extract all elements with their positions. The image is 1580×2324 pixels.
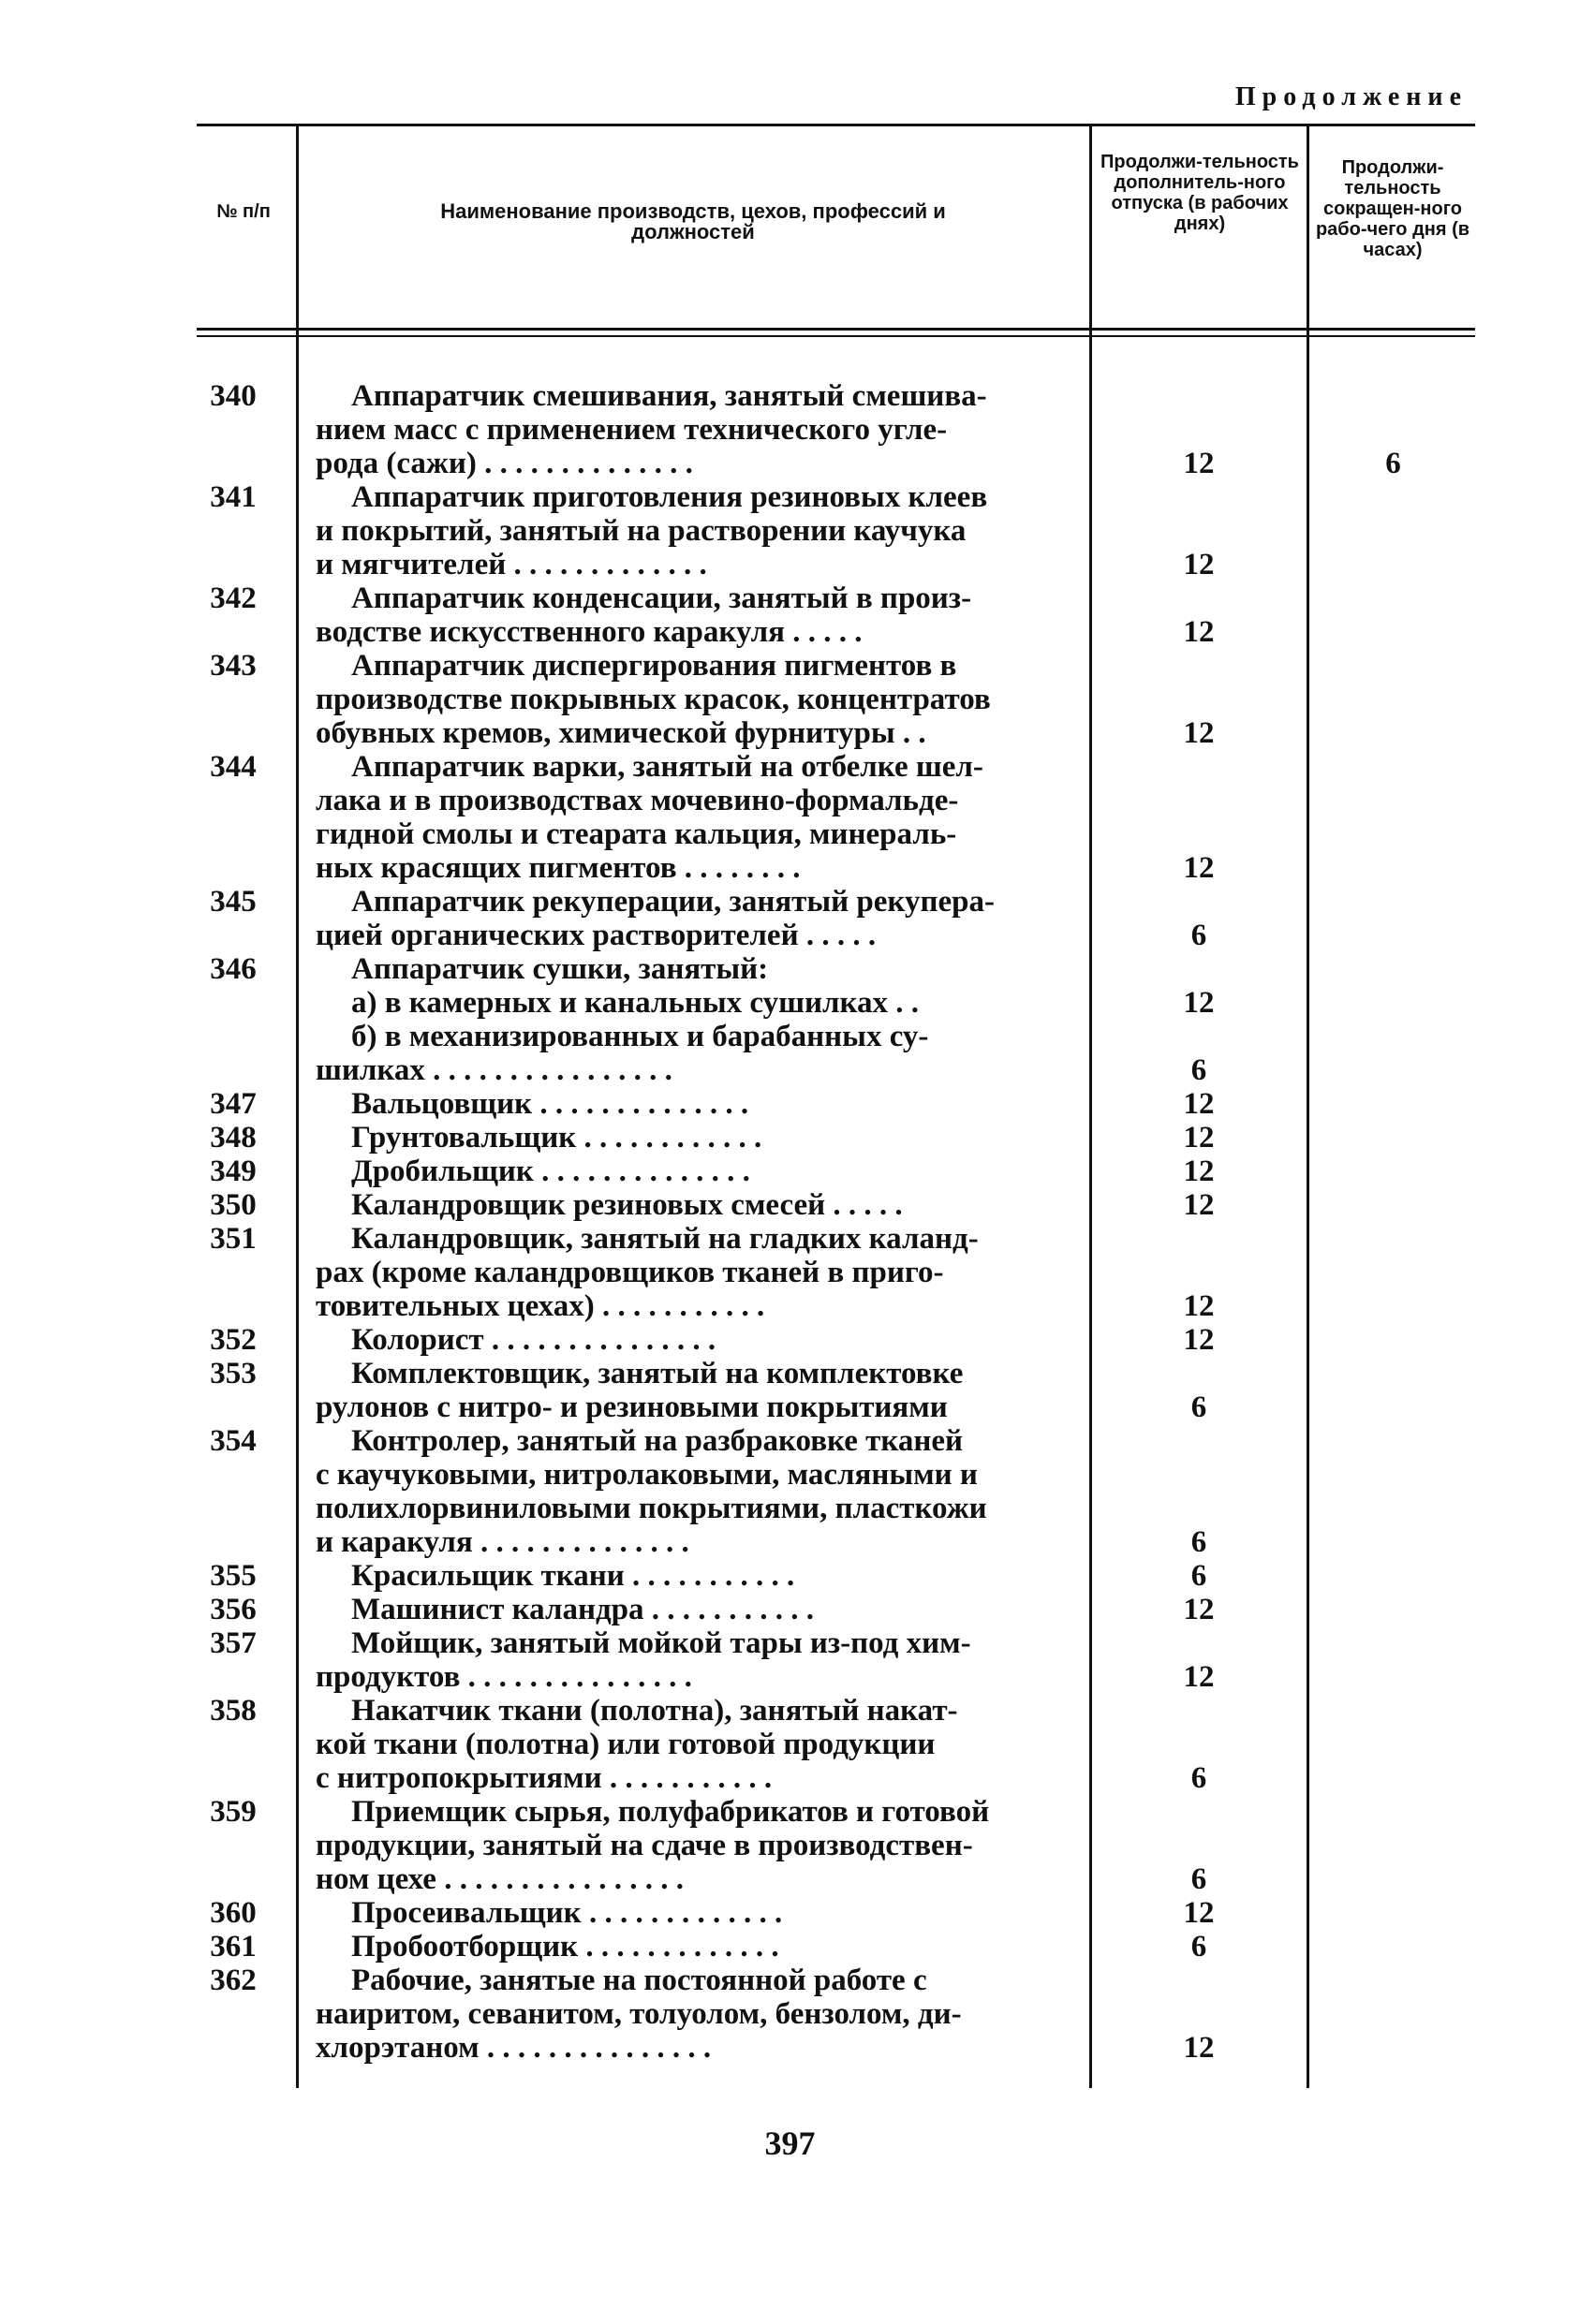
row-name — [316, 1930, 1074, 1964]
table-row — [0, 1795, 1580, 1896]
row-vacation-days: 6 — [1190, 1053, 1207, 1087]
row-vacation-days: 12 — [1183, 986, 1215, 1020]
row-number: 358 — [210, 1694, 257, 1728]
table-row — [0, 986, 1580, 1020]
row-vacation-days: 12 — [1183, 1121, 1215, 1155]
row-vacation-days: 12 — [1183, 1660, 1215, 1694]
row-number: 359 — [210, 1795, 257, 1829]
table-row — [0, 379, 1580, 480]
row-name — [316, 480, 1074, 581]
row-name-line: гидной смолы и стеарата кальция, минераль- — [316, 817, 957, 851]
row-name-line: Красильщик ткани . . . . . . . . . . . — [351, 1559, 795, 1593]
row-number: 342 — [210, 581, 257, 615]
row-vacation-days: 6 — [1190, 1930, 1207, 1964]
row-name-line: Аппаратчик варки, занятый на отбелке шел- — [351, 750, 983, 784]
row-name-line: полихлорвиниловыми покрытиями, пласткожи — [316, 1492, 987, 1525]
row-name-line: Контролер, занятый на разбраковке тканей — [351, 1424, 964, 1458]
row-vacation-days: 12 — [1183, 548, 1215, 581]
row-name-line: Аппаратчик конденсации, занятый в произ- — [351, 581, 972, 615]
row-number: 343 — [210, 649, 257, 683]
row-vacation-days: 12 — [1183, 1155, 1215, 1188]
continuation-label: Продолжение — [1234, 82, 1468, 111]
table-row — [0, 1896, 1580, 1930]
row-name — [316, 1964, 1074, 2065]
row-name — [316, 1323, 1074, 1357]
header-col-name: Наименование производств, цехов, профессий и должностей — [440, 199, 946, 243]
table-row — [0, 1222, 1580, 1323]
row-name-line: Колорист . . . . . . . . . . . . . . . — [351, 1323, 716, 1357]
row-name-line: хлорэтаном . . . . . . . . . . . . . . . — [316, 2031, 712, 2065]
row-name — [316, 1593, 1074, 1626]
header-bottom-rule — [197, 328, 1475, 331]
row-name-line: Накатчик ткани (полотна), занятый накат- — [351, 1694, 958, 1728]
row-name-line: рулонов с нитро- и резиновыми покрытиями — [316, 1390, 948, 1424]
row-name-line: ных красящих пигментов . . . . . . . . — [316, 851, 801, 885]
header-col-days: Продолжи-тельность дополнитель-ного отпуска (в рабочих днях) — [1100, 152, 1299, 234]
table-row — [0, 1323, 1580, 1357]
table-row — [0, 480, 1580, 581]
row-name-line: обувных кремов, химической фурнитуры . . — [316, 716, 926, 750]
table-row — [0, 1357, 1580, 1424]
row-number: 347 — [210, 1087, 257, 1121]
row-name — [316, 750, 1074, 885]
header-col-num: № п/п — [216, 201, 271, 222]
row-name-line: цией органических растворителей . . . . . — [316, 919, 877, 952]
row-name-line: Рабочие, занятые на постоянной работе с — [351, 1964, 927, 1997]
row-name — [316, 1188, 1074, 1222]
row-name-line: и покрытий, занятый на растворении каучука — [316, 514, 967, 548]
table-row — [0, 1559, 1580, 1593]
row-name — [316, 986, 1074, 1020]
table-row — [0, 1593, 1580, 1626]
row-number: 360 — [210, 1896, 257, 1930]
row-vacation-days: 6 — [1190, 1761, 1207, 1795]
table-row — [0, 952, 1580, 986]
row-name-line: продукции, занятый на сдаче в производствен- — [316, 1829, 973, 1862]
table-row — [0, 1694, 1580, 1795]
row-name — [316, 581, 1074, 649]
table-row — [0, 1188, 1580, 1222]
table-row — [0, 1020, 1580, 1087]
row-vacation-days: 12 — [1183, 1593, 1215, 1626]
row-vacation-days: 12 — [1183, 1188, 1215, 1222]
row-name — [316, 379, 1074, 480]
row-vacation-days: 12 — [1183, 447, 1215, 480]
row-name-line: шилках . . . . . . . . . . . . . . . . — [316, 1053, 672, 1087]
row-name-line: Каландровщик, занятый на гладких каланд- — [351, 1222, 979, 1256]
row-name — [316, 1626, 1074, 1694]
row-name-line: Машинист каландра . . . . . . . . . . . — [351, 1593, 815, 1626]
row-number: 357 — [210, 1626, 257, 1660]
row-name-line: Аппаратчик рекуперации, занятый рекупера- — [351, 885, 995, 919]
table-row — [0, 1626, 1580, 1694]
row-name-line: кой ткани (полотна) или готовой продукции — [316, 1728, 936, 1761]
row-name-line: Дробильщик . . . . . . . . . . . . . . — [351, 1155, 750, 1188]
row-name-line: с каучуковыми, нитролаковыми, масляными и — [316, 1458, 978, 1492]
row-number: 344 — [210, 750, 257, 784]
row-work-hours: 6 — [1385, 447, 1401, 480]
row-name-line: и каракуля . . . . . . . . . . . . . . — [316, 1525, 689, 1559]
row-name — [316, 1559, 1074, 1593]
row-vacation-days: 12 — [1183, 2031, 1215, 2065]
row-name-line: Пробоотборщик . . . . . . . . . . . . . — [351, 1930, 779, 1964]
row-number: 340 — [210, 379, 257, 413]
row-vacation-days: 12 — [1183, 1896, 1215, 1930]
row-number: 352 — [210, 1323, 257, 1357]
row-vacation-days: 6 — [1190, 1862, 1207, 1896]
row-name — [316, 1121, 1074, 1155]
row-name — [316, 1020, 1074, 1087]
row-name-line: а) в камерных и канальных сушилках . . — [351, 986, 920, 1020]
row-name-line: Аппаратчик смешивания, занятый смешива- — [351, 379, 987, 413]
row-number: 349 — [210, 1155, 257, 1188]
row-vacation-days: 12 — [1183, 851, 1215, 885]
row-vacation-days: 6 — [1190, 1390, 1207, 1424]
row-number: 345 — [210, 885, 257, 919]
row-number: 351 — [210, 1222, 257, 1256]
row-vacation-days: 12 — [1183, 615, 1215, 649]
row-name-line: Аппаратчик приготовления резиновых клеев — [351, 480, 988, 514]
row-name-line: Каландровщик резиновых смесей . . . . . — [351, 1188, 903, 1222]
row-name-line: ном цехе . . . . . . . . . . . . . . . . — [316, 1862, 684, 1896]
row-number: 348 — [210, 1121, 257, 1155]
row-name-line: производстве покрывных красок, концентратов — [316, 683, 991, 716]
table-row — [0, 1087, 1580, 1121]
row-name — [316, 952, 1074, 986]
row-name — [316, 1896, 1074, 1930]
row-name-line: лака и в производствах мочевино-формальде- — [316, 784, 959, 817]
row-name — [316, 885, 1074, 952]
row-name-line: рах (кроме каландровщиков тканей в приго- — [316, 1256, 944, 1289]
row-name — [316, 1694, 1074, 1795]
row-vacation-days: 6 — [1190, 1525, 1207, 1559]
row-name-line: Приемщик сырья, полуфабрикатов и готовой — [351, 1795, 990, 1829]
row-name-line: Вальцовщик . . . . . . . . . . . . . . — [351, 1087, 749, 1121]
row-name-line: Аппаратчик диспергирования пигментов в — [351, 649, 957, 683]
row-number: 341 — [210, 480, 257, 514]
row-number: 353 — [210, 1357, 257, 1390]
row-vacation-days: 12 — [1183, 716, 1215, 750]
row-number: 350 — [210, 1188, 257, 1222]
row-name — [316, 1424, 1074, 1559]
table-row — [0, 1121, 1580, 1155]
row-name — [316, 649, 1074, 750]
row-number: 361 — [210, 1930, 257, 1964]
row-number: 356 — [210, 1593, 257, 1626]
row-name — [316, 1155, 1074, 1188]
row-name — [316, 1087, 1074, 1121]
row-vacation-days: 12 — [1183, 1087, 1215, 1121]
table-row — [0, 750, 1580, 885]
row-vacation-days: 12 — [1183, 1323, 1215, 1357]
table-row — [0, 885, 1580, 952]
row-name-line: с нитропокрытиями . . . . . . . . . . . — [316, 1761, 773, 1795]
row-vacation-days: 6 — [1190, 1559, 1207, 1593]
row-name-line: водстве искусственного каракуля . . . . . — [316, 615, 863, 649]
table-row — [0, 581, 1580, 649]
row-name-line: Комплектовщик, занятый на комплектовке — [351, 1357, 964, 1390]
row-number: 346 — [210, 952, 257, 986]
row-name-line: б) в механизированных и барабанных су- — [351, 1020, 929, 1053]
table-row — [0, 1964, 1580, 2065]
header-bottom-rule-2 — [197, 335, 1475, 337]
top-rule — [197, 124, 1475, 126]
row-name-line: Грунтовальщик . . . . . . . . . . . . — [351, 1121, 762, 1155]
row-name-line: товительных цехах) . . . . . . . . . . . — [316, 1289, 765, 1323]
header-col-hours: Продолжи-тельность сокращен-ного рабо-чего дня (в часах) — [1315, 157, 1470, 260]
table-row — [0, 649, 1580, 750]
row-number: 354 — [210, 1424, 257, 1458]
row-name — [316, 1222, 1074, 1323]
row-name-line: и мягчителей . . . . . . . . . . . . . — [316, 548, 707, 581]
row-name-line: нием масс с применением технического угле- — [316, 413, 948, 447]
table-row — [0, 1930, 1580, 1964]
row-name — [316, 1357, 1074, 1424]
page-number: 397 — [764, 2125, 816, 2162]
row-name-line: продуктов . . . . . . . . . . . . . . . — [316, 1660, 692, 1694]
row-vacation-days: 12 — [1183, 1289, 1215, 1323]
table-row — [0, 1424, 1580, 1559]
row-name-line: рода (сажи) . . . . . . . . . . . . . . — [316, 447, 693, 480]
row-vacation-days: 6 — [1190, 919, 1207, 952]
row-number: 355 — [210, 1559, 257, 1593]
row-name-line: Просеивальщик . . . . . . . . . . . . . — [351, 1896, 783, 1930]
row-name — [316, 1795, 1074, 1896]
table-row — [0, 1155, 1580, 1188]
row-number: 362 — [210, 1964, 257, 1997]
row-name-line: Аппаратчик сушки, занятый: — [351, 952, 769, 986]
row-name-line: наиритом, севанитом, толуолом, бензолом, ди- — [316, 1997, 962, 2031]
row-name-line: Мойщик, занятый мойкой тары из-под хим- — [351, 1626, 971, 1660]
